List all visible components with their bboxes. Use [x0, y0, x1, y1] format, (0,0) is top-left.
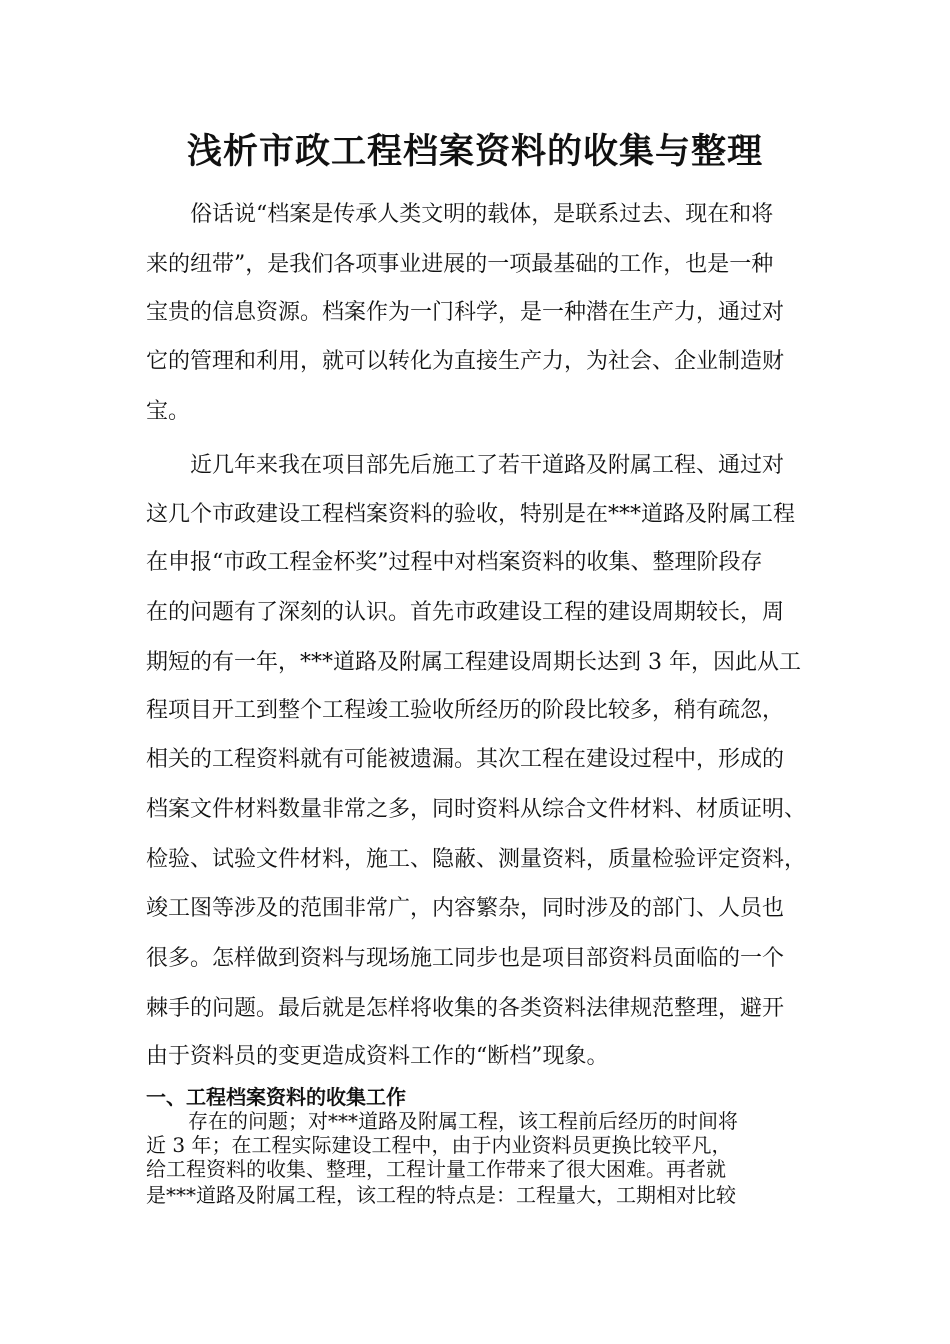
paragraph-line: 档案文件材料数量非常之多，同时资料从综合文件材料、材质证明、	[146, 797, 807, 822]
section-line: 存在的问题；对***道路及附属工程，该工程前后经历的时间将	[188, 1109, 738, 1133]
paragraph-line: 棘手的问题。最后就是怎样将收集的各类资料法律规范整理，避开	[146, 996, 785, 1021]
paragraph-line: 俗话说“档案是传承人类文明的载体，是联系过去、现在和将	[190, 202, 774, 227]
section-heading: 一、工程档案资料的收集工作	[146, 1085, 406, 1109]
section-line: 近 3 年；在工程实际建设工程中，由于内业资料员更换比较平凡，	[146, 1133, 732, 1157]
section-line: 给工程资料的收集、整理，工程计量工作带来了很大困难。再者就	[146, 1157, 726, 1181]
paragraph-line: 来的纽带”，是我们各项事业进展的一项最基础的工作，也是一种	[146, 252, 774, 277]
paragraph-line: 宝贵的信息资源。档案作为一门科学，是一种潜在生产力，通过对	[146, 300, 785, 325]
paragraph-line: 程项目开工到整个工程竣工验收所经历的阶段比较多，稍有疏忽，	[146, 698, 785, 723]
paragraph-line: 这几个市政建设工程档案资料的验收，特别是在***道路及附属工程	[146, 502, 796, 527]
paragraph-line: 期短的有一年，***道路及附属工程建设周期长达到 3 年，因此从工	[146, 650, 801, 675]
paragraph-line: 在申报“市政工程金杯奖”过程中对档案资料的收集、整理阶段存	[146, 550, 763, 575]
paragraph-line: 竣工图等涉及的范围非常广，内容繁杂，同时涉及的部门、人员也	[146, 896, 785, 921]
paragraph-line: 它的管理和利用，就可以转化为直接生产力，为社会、企业制造财	[146, 349, 785, 374]
section-line: 是***道路及附属工程，该工程的特点是：工程量大，工期相对比较	[146, 1183, 736, 1207]
paragraph-line: 检验、试验文件材料，施工、隐蔽、测量资料，质量检验评定资料，	[146, 847, 807, 872]
paragraph-line: 很多。怎样做到资料与现场施工同步也是项目部资料员面临的一个	[146, 946, 785, 971]
paragraph-line: 在的问题有了深刻的认识。首先市政建设工程的建设周期较长，周	[146, 600, 785, 625]
paragraph-line: 由于资料员的变更造成资料工作的“断档”现象。	[146, 1044, 609, 1069]
paragraph-line: 相关的工程资料就有可能被遗漏。其次工程在建设过程中，形成的	[146, 747, 785, 772]
paragraph-line: 宝。	[146, 399, 191, 424]
paragraph-line: 近几年来我在项目部先后施工了若干道路及附属工程、通过对	[190, 453, 785, 478]
document-title: 浅析市政工程档案资料的收集与整理	[186, 131, 763, 172]
